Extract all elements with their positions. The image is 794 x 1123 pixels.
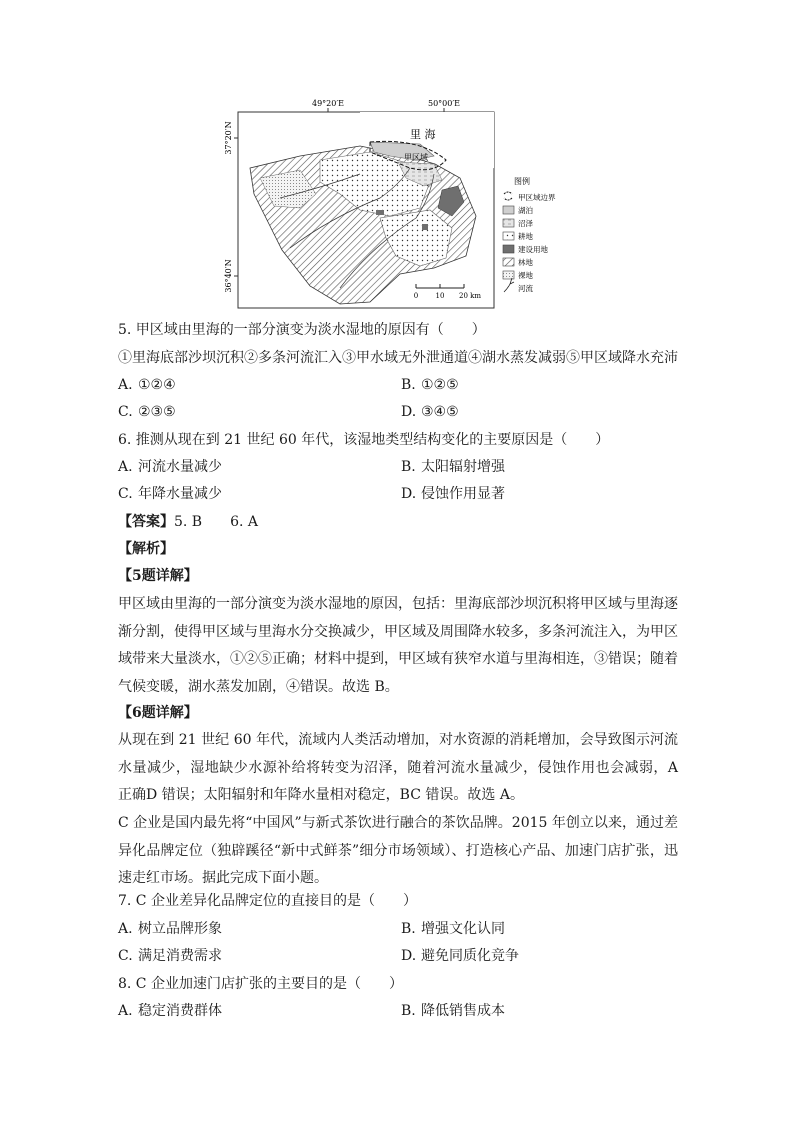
detail6-label: 【6题详解】 (118, 705, 198, 721)
q8-option-b[interactable] (401, 1001, 505, 1021)
q5-option-b[interactable] (401, 375, 459, 395)
option-key: B. (401, 921, 416, 937)
scale-label: 0 (413, 292, 419, 300)
q6-stem: 6. 推测从现在到 21 世纪 60 年代，该湿地类型结构变化的主要原因是（ ） (118, 432, 610, 448)
legend-title: 图例 (514, 177, 530, 186)
option-key: D. (401, 486, 417, 502)
option-key: B. (401, 1003, 416, 1019)
legend-label: 建设用地 (518, 245, 548, 254)
q5-option-d[interactable] (401, 402, 459, 422)
analysis-label: 【解析】 (118, 541, 174, 557)
q8-option-a[interactable] (118, 1001, 222, 1021)
lat-label: 37°20′N (224, 121, 233, 155)
option-text: 满足消费需求 (138, 948, 222, 964)
legend-label: 林地 (518, 258, 533, 267)
river-icon (504, 278, 514, 292)
wetland-map-figure (220, 98, 580, 310)
option-text: 河流水量减少 (138, 459, 222, 475)
builtup-area (422, 224, 428, 230)
option-text: 避免同质化竞争 (421, 948, 519, 964)
option-text: ①②⑤ (421, 377, 459, 393)
option-key: A. (118, 1003, 133, 1019)
scale-label: 20 km (458, 292, 482, 300)
q6-option-d[interactable] (401, 484, 505, 504)
forest-swatch (503, 258, 514, 266)
lake-swatch (503, 206, 514, 214)
q6-option-c[interactable] (118, 484, 222, 504)
q5-option-a[interactable] (118, 375, 176, 395)
sea-label: 里 海 (410, 128, 436, 141)
q6-option-b[interactable] (401, 457, 505, 477)
marsh-swatch (503, 219, 514, 227)
detail5-text: 甲区域由里海的一部分演变为淡水湿地的原因，包括：里海底部沙坝沉积将甲区域与里海逐渐分割，使得甲区域与里海水分交换减少，甲区域及周围降水较多，多条河流注入，为甲区域带来大量淡水，①②⑤正确；材料中提到，甲区域有狭窄水道与里海相连，③错误；随着气候变暖，湖水蒸发加剧，④错误。故选 B。 (118, 596, 678, 695)
option-text: 降低销售成本 (421, 1003, 505, 1019)
legend-label: 耕地 (518, 232, 533, 241)
q5-stem: 5. 甲区域由里海的一部分演变为淡水湿地的原因有（ ） (118, 322, 486, 338)
q7-option-c[interactable] (118, 946, 222, 966)
material-text: C 企业是国内最先将“中国风”与新式茶饮进行融合的茶饮品牌。2015 年创立以来，通过差异化品牌定位（独辟蹊径“新中式鲜茶”细分市场领域）、打造核心产品、加速门店扩张，迅速走红市场。据此完成下面小题。 (118, 815, 678, 886)
option-key: B. (401, 377, 416, 393)
q7-stem: 7. C 企业差异化品牌定位的直接目的是（ ） (118, 893, 417, 909)
option-text: 太阳辐射增强 (421, 459, 505, 475)
option-text: ③④⑤ (421, 404, 459, 420)
answer-line (118, 512, 258, 532)
legend-label: 裸地 (518, 271, 533, 280)
option-key: C. (118, 404, 133, 420)
legend-label: 沼泽 (518, 219, 533, 228)
q5-items: ①里海底部沙坝沉积②多条河流汇入③甲水域无外泄通道④湖水蒸发减弱⑤甲区域降水充沛 (118, 350, 678, 366)
answer-text: 5. B 6. A (174, 514, 259, 530)
q7-option-b[interactable] (401, 919, 505, 939)
legend-label: 河流 (518, 284, 533, 293)
lon-label: 49°20′E (311, 99, 345, 108)
option-key: D. (401, 404, 417, 420)
option-key: C. (118, 486, 133, 502)
lon-label: 50°00′E (427, 99, 461, 108)
dashed-boundary-icon (504, 192, 512, 200)
option-key: A. (118, 921, 133, 937)
answer-label: 【答案】 (118, 514, 174, 530)
option-text: 树立品牌形象 (138, 921, 222, 937)
builtup-area (376, 210, 384, 215)
q6-option-a[interactable] (118, 457, 222, 477)
detail6-text: 从现在到 21 世纪 60 年代，流域内人类活动增加，对水资源的消耗增加，会导致图示河流水量减少，湿地缺少水源补给将转变为沼泽，随着河流水量减少，侵蚀作用也会减弱，A 正确D 错误；太阳辐射和年降水量相对稳定，BC 错误。故选 A。 (118, 732, 678, 803)
option-text: 侵蚀作用显著 (421, 486, 505, 502)
option-text: 增强文化认同 (421, 921, 505, 937)
option-text: 稳定消费群体 (138, 1003, 222, 1019)
option-key: B. (401, 459, 416, 475)
legend-label: 湖泊 (518, 206, 533, 215)
option-text: ②③⑤ (138, 404, 176, 420)
lat-label: 36°40′N (224, 259, 233, 293)
q5-option-c[interactable] (118, 402, 176, 422)
detail5-label: 【5题详解】 (118, 568, 198, 584)
q7-option-d[interactable] (401, 946, 519, 966)
cropland-swatch (503, 232, 514, 240)
option-key: D. (401, 948, 417, 964)
builtup-swatch (503, 245, 514, 253)
q7-option-a[interactable] (118, 919, 222, 939)
legend-label: 甲区域边界 (518, 193, 556, 202)
option-text: 年降水量减少 (138, 486, 222, 502)
scale-label: 10 (435, 292, 445, 300)
option-key: C. (118, 948, 133, 964)
q8-stem: 8. C 企业加速门店扩张的主要目的是（ ） (118, 976, 403, 992)
region-label: 甲区域 (404, 153, 428, 162)
option-key: A. (118, 459, 133, 475)
option-key: A. (118, 377, 133, 393)
bareland-swatch (503, 271, 514, 279)
option-text: ①②④ (138, 377, 176, 393)
